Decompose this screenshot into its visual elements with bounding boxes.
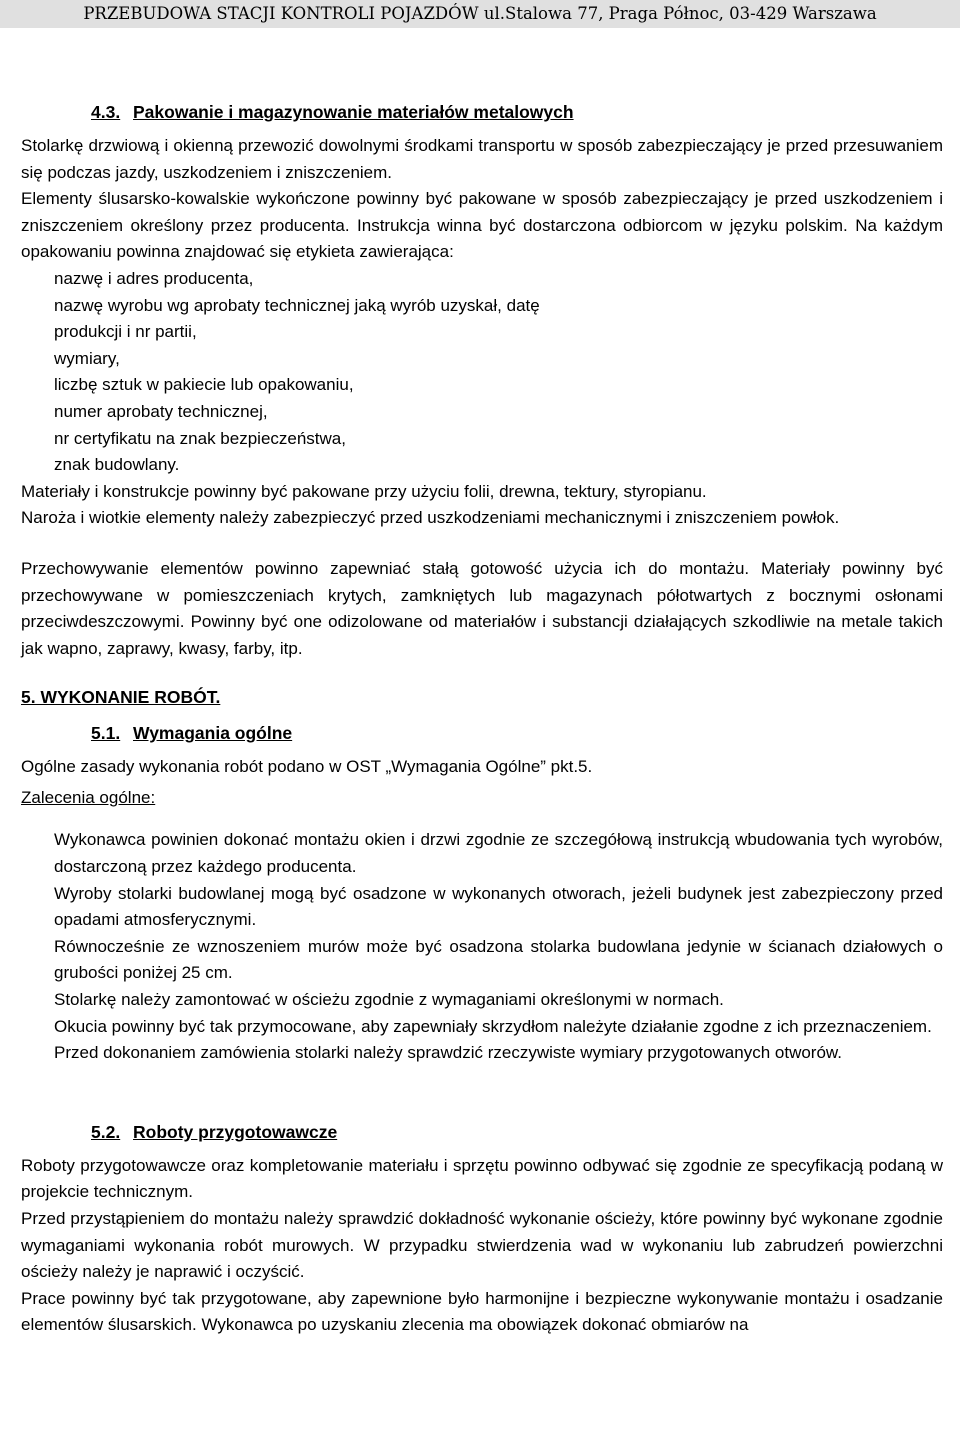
list-item: Wyroby stolarki budowlanej mogą być osadzone w wykonanych otworach, jeżeli budynek jest zabezpieczony przed opadami atmosferycznymi. <box>54 883 943 930</box>
paragraph: Przed przystąpieniem do montażu należy sprawdzić dokładność wykonanie ościeży, które powinny być wykonane zgodnie wymaganiami wykonania robót murowych. W przypadku stwierdzenia wad w wykonaniu lub zabrudzeń powierzchni ościeży należy je naprawić i oczyścić. <box>21 1209 943 1282</box>
list-item: znak budowlany. <box>54 455 180 475</box>
paragraph: Prace powinny być tak przygotowane, aby zapewnione było harmonijne i bezpieczne wykonywanie montażu i osadzanie elementów ślusarskich. Wykonawca po uzyskaniu zlecenia ma obowiązek dokonać obmiarów na <box>21 1288 943 1335</box>
paragraph: Elementy ślusarsko-kowalskie wykończone powinny być pakowane w sposób zabezpieczający je przed uszkodzeniem i zniszczeniem określony przez producenta. Instrukcja winna być dostarczona odbiorcom w języku polskim. Na każdym opakowaniu powinna znajdować się etykieta zawierająca: <box>21 189 943 262</box>
list-item: liczbę sztuk w pakiecie lub opakowaniu, <box>54 375 354 395</box>
list-item: nazwę i adres producenta, <box>54 268 254 288</box>
section-heading-4-3 <box>21 99 943 125</box>
paragraph: Przechowywanie elementów powinno zapewniać stałą gotowość użycia ich do montażu. Materiały powinny być przechowywane w pomieszczeniach krytych, zamkniętych lub magazynach półotwartych z bocznymi osłonami przeciwdeszczowymi. Powinny być one odizolowane od materiałów i substancji działających szkodliwie na metale takich jak wapno, zaprawy, kwasy, farby, itp. <box>21 558 943 658</box>
recommendations-list <box>54 827 943 1066</box>
chapter-heading-5 <box>21 684 943 710</box>
paragraph: Stolarkę drzwiową i okienną przewozić dowolnymi środkami transportu w sposób zabezpieczający je przed przesuwaniem się podczas jazdy, uszkodzeniem i zniszczeniem. <box>21 136 943 182</box>
section-title: Wymagania ogólne <box>133 723 293 744</box>
section-number: 5.1. <box>91 723 121 744</box>
recommendations-heading <box>21 785 943 812</box>
paragraph: Ogólne zasady wykonania robót podano w OST „Wymagania Ogólne” pkt.5. <box>21 757 593 777</box>
document-header <box>0 0 960 28</box>
section-title: Pakowanie i magazynowanie materiałów metalowych <box>133 102 574 122</box>
paragraph: Roboty przygotowawcze oraz kompletowanie materiału i sprzętu powinno odbywać się zgodnie ze specyfikacją podaną w projekcie technicznym. <box>21 1155 943 1202</box>
list-item: Równocześnie ze wznoszeniem murów może być osadzona stolarka budowlana jedynie w ścianach działowych o grubości poniżej 25 cm. <box>54 936 943 983</box>
list-item: produkcji i nr partii, <box>54 322 197 342</box>
list-item: wymiary, <box>54 348 120 368</box>
section-heading-5-1 <box>21 720 943 746</box>
document-body <box>21 99 943 1339</box>
header-title: PRZEBUDOWA STACJI KONTROLI POJAZDÓW ul.Stalowa 77, Praga Północ, 03-429 Warszawa <box>83 4 877 23</box>
section-number: 5.2. <box>91 1121 121 1142</box>
label-contents-list <box>54 266 943 479</box>
chapter-title: 5. WYKONANIE ROBÓT. <box>21 687 221 708</box>
list-item: nr certyfikatu na znak bezpieczeństwa, <box>54 428 346 448</box>
paragraph: Naroża i wiotkie elementy należy zabezpieczyć przed uszkodzeniami mechanicznymi i zniszczeniem powłok. <box>21 508 840 528</box>
list-item: Stolarkę należy zamontować w ościeżu zgodnie z wymaganiami określonymi w normach. <box>54 990 724 1010</box>
list-item: Wykonawca powinien dokonać montażu okien i drzwi zgodnie ze szczegółową instrukcją wbudowania tych wyrobów, dostarczoną przez każdego producenta. <box>54 830 943 877</box>
section-heading-5-2 <box>21 1119 943 1145</box>
section-number: 4.3. <box>91 102 121 122</box>
list-item: Okucia powinny być tak przymocowane, aby zapewniały skrzydłom należyte działanie zgodne z ich przeznaczeniem. <box>54 1016 932 1036</box>
recommendations-title: Zalecenia ogólne: <box>21 787 156 807</box>
paragraph: Materiały i konstrukcje powinny być pakowane przy użyciu folii, drewna, tektury, styropianu. <box>21 481 707 501</box>
section-title: Roboty przygotowawcze <box>133 1121 338 1142</box>
list-item: numer aprobaty technicznej, <box>54 401 268 421</box>
list-item: Przed dokonaniem zamówienia stolarki należy sprawdzić rzeczywiste wymiary przygotowanych otworów. <box>54 1043 842 1063</box>
list-item: nazwę wyrobu wg aprobaty technicznej jaką wyrób uzyskał, datę <box>54 295 540 315</box>
